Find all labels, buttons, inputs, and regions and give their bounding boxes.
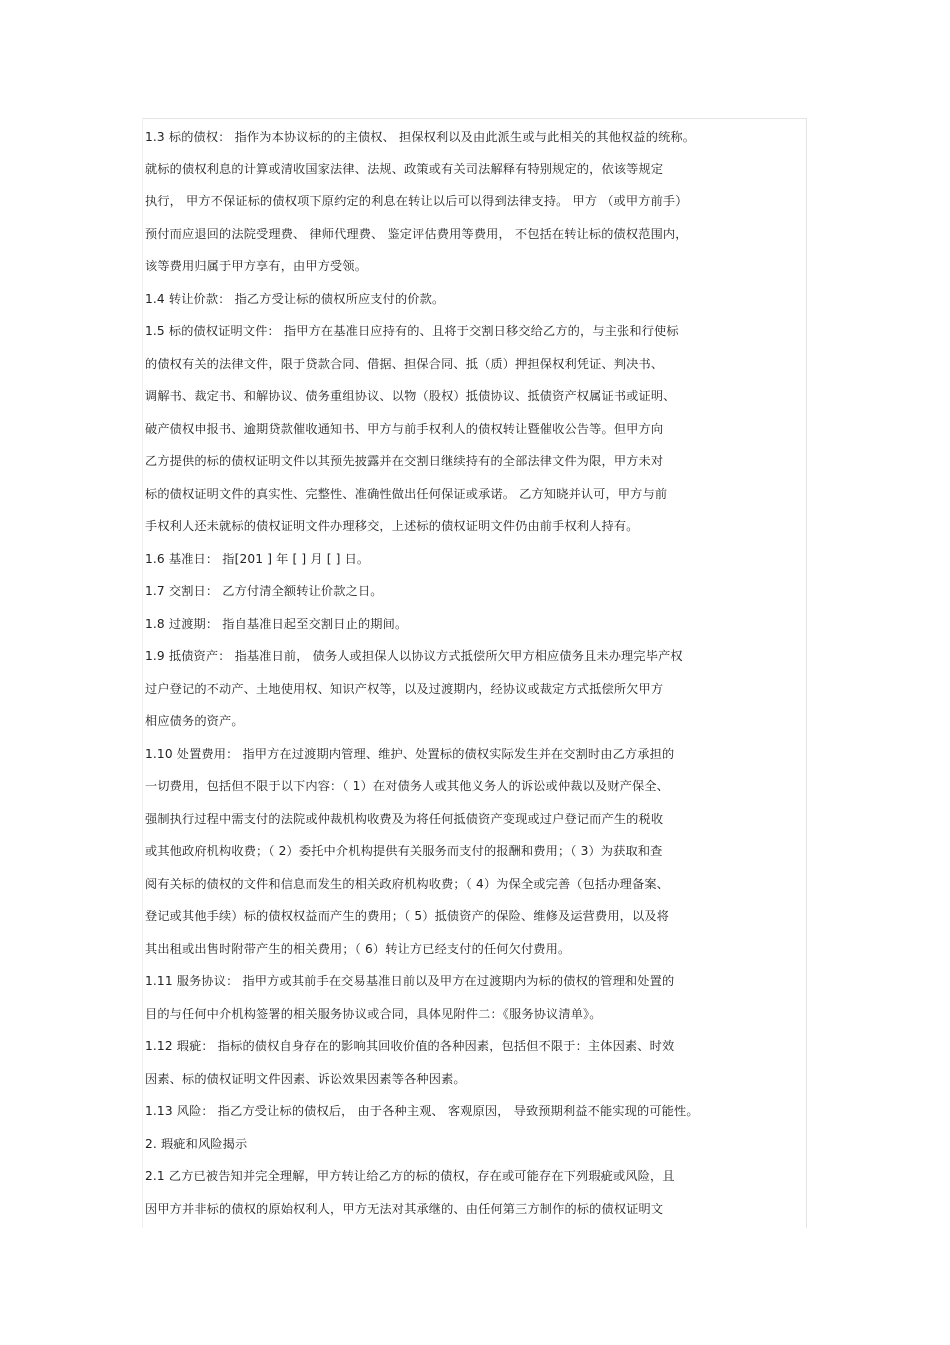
text-line: 1.12 瑕疵： 指标的债权自身存在的影响其回收价值的各种因素，包括但不限于：主体因素、时效 [145, 1039, 675, 1053]
page-frame [142, 118, 807, 1228]
text-line: 强制执行过程中需支付的法院或仲裁机构收费及为将任何抵债资产变现或过户登记而产生的税收 [145, 812, 664, 826]
text-line: 1.5 标的债权证明文件： 指甲方在基准日应持有的、且将于交割日移交给乙方的，与主张和行使标 [145, 324, 679, 338]
text-line: 1.9 抵债资产： 指基准日前， 债务人或担保人以协议方式抵偿所欠甲方相应债务且未办理完毕产权 [145, 649, 683, 663]
text-line: 预付而应退回的法院受理费、 律师代理费、 鉴定评估费用等费用， 不包括在转让标的债权范围内， [145, 227, 688, 241]
text-line: 标的债权证明文件的真实性、完整性、准确性做出任何保证或承诺。 乙方知晓并认可，甲方与前 [145, 487, 668, 501]
text-line: 乙方提供的标的债权证明文件以其预先披露并在交割日继续持有的全部法律文件为限，甲方未对 [145, 454, 664, 468]
text-line: 调解书、裁定书、和解协议、债务重组协议、以物（股权）抵债协议、抵债资产权属证书或证明、 [145, 389, 676, 403]
text-line: 执行， 甲方不保证标的债权项下原约定的利息在转让以后可以得到法律支持。 甲方 （或甲方前手） [145, 194, 688, 208]
text-line: 1.6 基准日： 指[201 ] 年 [ ] 月 [ ] 日。 [145, 552, 370, 566]
text-line: 过户登记的不动产、土地使用权、知识产权等，以及过渡期内，经协议或裁定方式抵偿所欠甲方 [145, 682, 664, 696]
text-line: 1.13 风险： 指乙方受让标的债权后， 由于各种主观、 客观原因， 导致预期利益不能实现的可能性。 [145, 1104, 699, 1118]
text-line: 2. 瑕疵和风险揭示 [145, 1137, 248, 1151]
text-line: 1.11 服务协议： 指甲方或其前手在交易基准日前以及甲方在过渡期内为标的债权的管理和处置的 [145, 974, 675, 988]
text-line: 的债权有关的法律文件，限于贷款合同、借据、担保合同、抵（质）押担保权利凭证、判决书、 [145, 357, 664, 371]
text-line: 1.8 过渡期： 指自基准日起至交割日止的期间。 [145, 617, 408, 631]
text-line: 2.1 乙方已被告知并完全理解，甲方转让给乙方的标的债权，存在或可能存在下列瑕疵或风险，且 [145, 1169, 675, 1183]
text-line: 手权利人还未就标的债权证明文件办理移交，上述标的债权证明文件仍由前手权利人持有。 [145, 519, 639, 533]
text-line: 1.4 转让价款： 指乙方受让标的债权所应支付的价款。 [145, 292, 445, 306]
text-line: 1.10 处置费用： 指甲方在过渡期内管理、维护、处置标的债权实际发生并在交割时由乙方承担的 [145, 747, 675, 761]
text-line: 就标的债权利息的计算或清收国家法律、法规、政策或有关司法解释有特别规定的，依该等规定 [145, 162, 664, 176]
text-line: 因素、标的债权证明文件因素、诉讼效果因素等各种因素。 [145, 1072, 466, 1086]
text-line: 破产债权申报书、逾期贷款催收通知书、甲方与前手权利人的债权转让暨催收公告等。但甲方向 [145, 422, 664, 436]
text-line: 该等费用归属于甲方享有，由甲方受领。 [145, 259, 368, 273]
text-line: 目的与任何中介机构签署的相关服务协议或合同，具体见附件二：《服务协议清单》。 [145, 1007, 602, 1021]
text-line: 一切费用，包括但不限于以下内容：（ 1）在对债务人或其他义务人的诉讼或仲裁以及财产保全、 [145, 779, 670, 793]
text-line: 1.3 标的债权： 指作为本协议标的的主债权、 担保权利以及由此派生或与此相关的其他权益的统称。 [145, 130, 696, 144]
text-line: 阅有关标的债权的文件和信息而发生的相关政府机构收费；（ 4）为保全或完善（包括办理备案、 [145, 877, 670, 891]
text-line: 其出租或出售时附带产生的相关费用；（ 6）转让方已经支付的任何欠付费用。 [145, 942, 571, 956]
text-line: 1.7 交割日： 乙方付清全额转让价款之日。 [145, 584, 383, 598]
text-line: 登记或其他手续）标的债权权益而产生的费用；（ 5）抵债资产的保险、维修及运营费用，以及将 [145, 909, 670, 923]
text-line: 或其他政府机构收费；（ 2）委托中介机构提供有关服务而支付的报酬和费用；（ 3）为获取和查 [145, 844, 663, 858]
text-line: 相应债务的资产。 [145, 714, 244, 728]
text-line: 因甲方并非标的债权的原始权利人，甲方无法对其承继的、由任何第三方制作的标的债权证明文 [145, 1202, 664, 1216]
